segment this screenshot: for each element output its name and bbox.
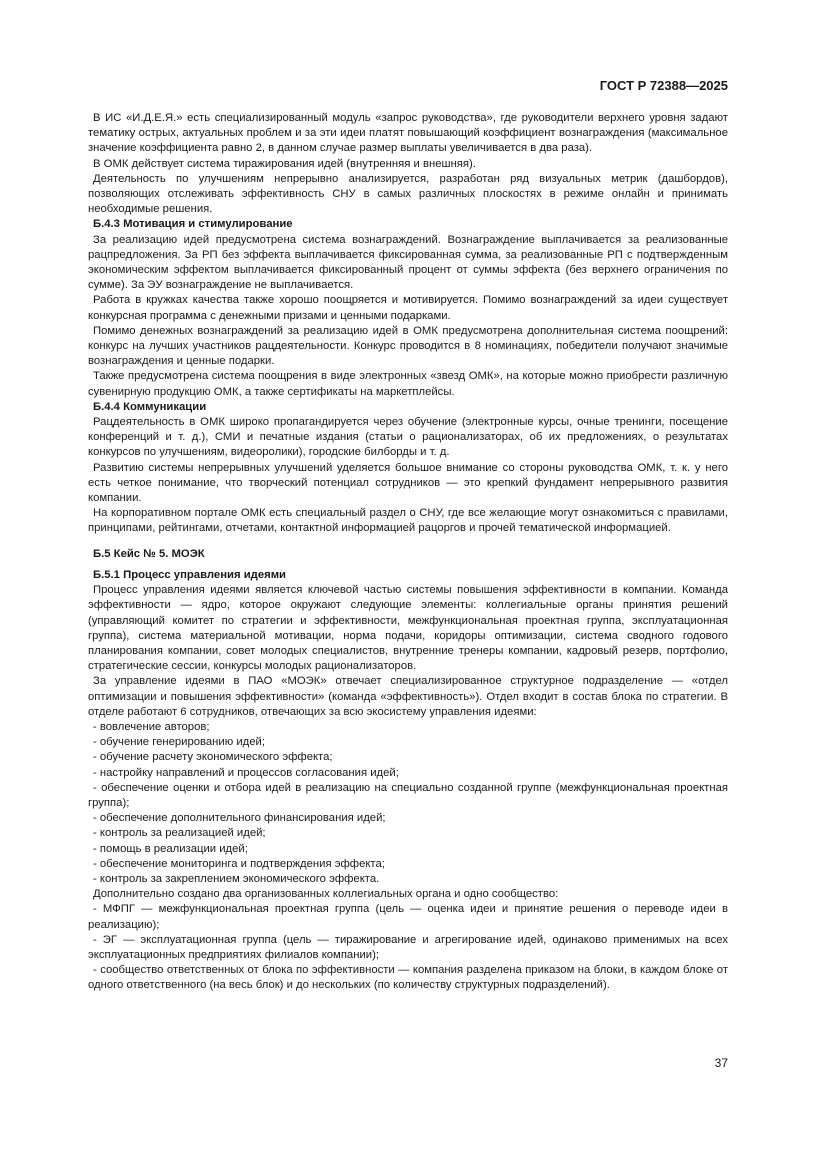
page-number: 37 [714, 1056, 728, 1070]
paragraph: На корпоративном портале ОМК есть специальный раздел о СНУ, где все желающие могут ознакомиться с правилами, принципами, рейтингами, отчетами, контактной информацией рацоргов и прочей тематической информацией. [88, 507, 728, 535]
paragraph: В ОМК действует система тиражирования идей (внутренняя и внешняя). [93, 157, 476, 170]
list-item: - обеспечение оценки и отбора идей в реализацию на специально созданной группе (межфункциональная проектная группа); [88, 781, 728, 809]
list-item: - МФПГ — межфункциональная проектная группа (цель — оценка идеи и принятие решения о переводе идеи в реализацию); [88, 903, 728, 931]
page-body [88, 111, 728, 994]
list-item: - обучение расчету экономического эффекта; [93, 751, 333, 764]
section-heading-b5: Б.5 Кейс № 5. МОЭК [93, 547, 205, 560]
list-item: - сообщество ответственных от блока по эффективности — компания разделена приказом на блоки, в каждом блоке от одного ответственного (на весь блок) и до нескольких (по количеству структурных подразделений). [88, 964, 728, 992]
spacer [88, 537, 728, 547]
list-item: - вовлечение авторов; [93, 720, 210, 733]
section-heading-b43: Б.4.3 Мотивация и стимулирование [93, 218, 293, 231]
paragraph: Процесс управления идеями является ключевой частью системы повышения эффективности в компании. Команда эффективности — ядро, которое окружают следующие элементы: коллегиальные органы принятия решений (управляющий комитет по стратегии и эффективности, межфункциональная проектная группа, эксплуатационная группа), система материальной мотивации, норма подачи, коридоры оптимизации, система сводного годового планирования компании, совет молодых специалистов, внутренние тренеры компании, кадровый резерв, портфолио, стратегические сессии, конкурсы молодых рационализаторов. [88, 584, 728, 673]
paragraph: Работа в кружках качества также хорошо поощряется и мотивируется. Помимо вознаграждений за идеи существует конкурсная программа с денежными призами и ценными подарками. [88, 294, 728, 322]
paragraph: Рацдеятельность в ОМК широко пропагандируется через обучение (электронные курсы, очные тренинги, посещение конференций и т. д.), СМИ и печатные издания (статьи о рационализаторах, об их предложениях, о результатах конкурсов по улучшениям, видеоролики), городские билборды и т. д. [88, 416, 728, 459]
list-item: - помощь в реализации идей; [93, 842, 248, 855]
section-heading-b44: Б.4.4 Коммуникации [93, 400, 207, 413]
list-item: - обеспечение дополнительного финансирования идей; [93, 812, 386, 825]
list-item: - ЭГ — эксплуатационная группа (цель — тиражирование и агрегирование идей, одинаково применимых на всех эксплуатационных предприятиях филиалов компании); [88, 933, 728, 961]
paragraph: За управление идеями в ПАО «МОЭК» отвечает специализированное структурное подразделение — «отдел оптимизации и повышения эффективности» (команда «эффективность»). Отдел входит в состав блока по стратегии. В отделе работают 6 сотрудников, отвечающих за всю экосистему управления идеями: [88, 675, 728, 718]
list-item: - контроль за реализацией идей; [93, 827, 266, 840]
paragraph: За реализацию идей предусмотрена система вознаграждений. Вознаграждение выплачивается за реализованные рацпредложения. За РП без эффекта выплачивается фиксированная сумма, за реализованные РП с подтвержденным экономическим эффектом выплачивается фиксированный процент от суммы эффекта (без верхнего ограничения по сумме). За ЭУ вознаграждение не выплачивается. [88, 233, 728, 292]
paragraph: Развитию системы непрерывных улучшений уделяется большое внимание со стороны руководства ОМК, т. к. у него есть четкое понимание, что творческий потенциал сотрудников — это крепкий фундамент непрерывного развития компании. [88, 461, 728, 505]
list-item: - контроль за закреплением экономического эффекта. [93, 872, 380, 885]
paragraph: В ИС «И.Д.Е.Я.» есть специализированный модуль «запрос руководства», где руководители верхнего уровня задают тематику острых, актуальных проблем и за эти идеи платят повышающий коэффициент вознаграждения (максимальное значение коэффициента равно 2, в данном случае размер выплаты увеличивается в два раза). [88, 112, 728, 155]
list-item: - обеспечение мониторинга и подтверждения эффекта; [93, 857, 385, 870]
section-heading-b51: Б.5.1 Процесс управления идеями [93, 568, 286, 581]
paragraph: Также предусмотрена система поощрения в виде электронных «звезд ОМК», на которые можно приобрести различную сувенирную продукцию ОМК, а также сертификаты на маркетплейсы. [88, 370, 728, 398]
document-header: ГОСТ Р 72388—2025 [599, 78, 728, 93]
paragraph: Помимо денежных вознаграждений за реализацию идей в ОМК предусмотрена дополнительная система поощрений: конкурс на лучших участников рацдеятельности. Конкурс проводится в 8 номинациях, победители получают значимые вознаграждения и ценные подарки. [88, 324, 728, 368]
list-item: - настройку направлений и процессов согласования идей; [93, 766, 399, 779]
paragraph: Деятельность по улучшениям непрерывно анализируется, разработан ряд визуальных метрик (дашбордов), позволяющих отслеживать эффективность СНУ в самых различных плоскостях в режиме онлайн и принимать необходимые решения. [88, 172, 728, 216]
list-item: - обучение генерированию идей; [93, 736, 265, 749]
paragraph: Дополнительно создано два организованных коллегиальных органа и одно сообщество: [93, 888, 559, 901]
